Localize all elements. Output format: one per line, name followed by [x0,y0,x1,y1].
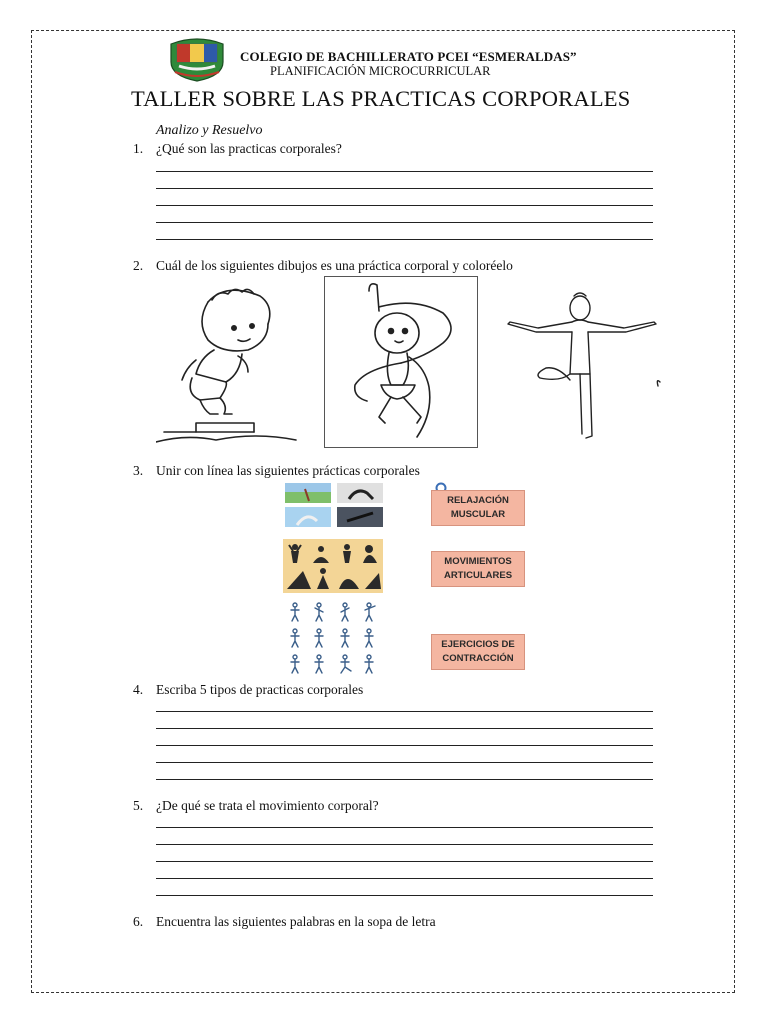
school-logo [165,36,229,82]
question-5-number: 5. [133,798,144,813]
answer-line[interactable] [156,711,653,712]
yoga-silhouettes-image[interactable] [283,539,383,593]
question-3-number: 3. [133,463,144,478]
answer-line[interactable] [156,222,653,223]
question-6-number: 6. [133,914,144,929]
boy-jumping-drawing[interactable] [156,282,306,445]
answer-line[interactable] [156,239,653,240]
answer-line[interactable] [156,745,653,746]
question-1-number: 1. [133,141,144,156]
answer-line[interactable] [156,728,653,729]
answer-line[interactable] [156,895,653,896]
match-label-line: RELAJACIÓN [447,495,509,506]
question-5-text: ¿De qué se trata el movimiento corporal? [156,798,379,813]
match-label-movimientos[interactable] [431,551,525,587]
answer-line[interactable] [156,827,653,828]
girl-ribbon-drawing[interactable] [324,276,478,448]
match-label-relajacion[interactable] [431,490,525,526]
sports-photos-image[interactable] [283,481,387,529]
exercise-chart-image[interactable] [283,600,383,678]
answer-line[interactable] [156,844,653,845]
question-2-text: Cuál de los siguientes dibujos es una práctica corporal y coloréelo [156,258,513,273]
answer-line[interactable] [156,861,653,862]
question-2-number: 2. [133,258,144,273]
question-6-text: Encuentra las siguientes palabras en la sopa de letra [156,914,436,929]
question-1-text: ¿Qué son las practicas corporales? [156,141,342,156]
school-name: COLEGIO DE BACHILLERATO PCEI “ESMERALDAS” [240,49,577,64]
question-4-text: Escriba 5 tipos de practicas corporales [156,682,364,697]
match-label-line: CONTRACCIÓN [442,653,514,664]
answer-line[interactable] [156,878,653,879]
match-label-ejercicios[interactable] [431,634,525,670]
match-label-line: MOVIMIENTOS [444,556,512,567]
question-4-number: 4. [133,682,144,697]
page-title: TALLER SOBRE LAS PRACTICAS CORPORALES [131,86,631,111]
match-label-line: ARTICULARES [443,570,513,581]
answer-line[interactable] [156,188,653,189]
school-subtitle: PLANIFICACIÓN MICROCURRICULAR [270,64,491,78]
match-label-line: MUSCULAR [450,509,506,520]
answer-line[interactable] [156,205,653,206]
match-label-line: EJERCICIOS DE [441,639,515,650]
yoga-pose-drawing[interactable] [500,288,662,446]
answer-line[interactable] [156,762,653,763]
answer-line[interactable] [156,779,653,780]
question-3-text: Unir con línea las siguientes prácticas corporales [156,463,420,478]
section-subtitle: Analizo y Resuelvo [156,123,263,138]
answer-line[interactable] [156,171,653,172]
